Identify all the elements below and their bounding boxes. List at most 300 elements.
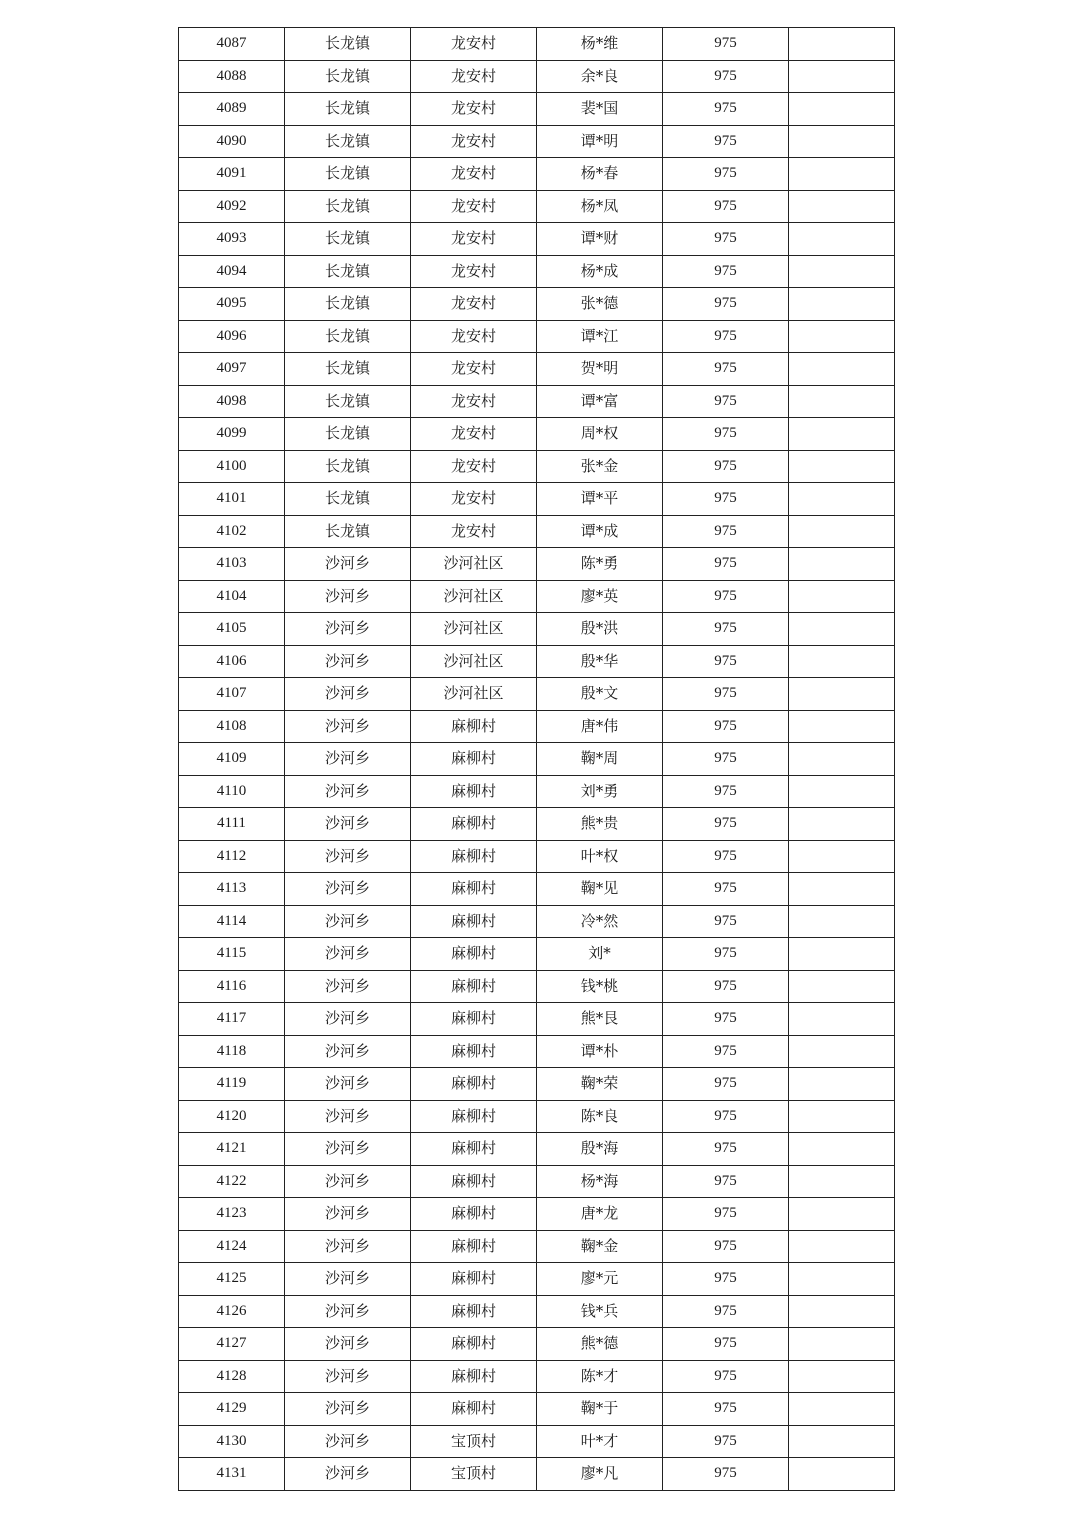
row-number-cell: 4110 <box>179 775 285 808</box>
row-number-cell: 4125 <box>179 1263 285 1296</box>
village-cell: 麻柳村 <box>411 1133 537 1166</box>
remark-cell <box>789 1035 895 1068</box>
row-number-cell: 4102 <box>179 515 285 548</box>
row-number-cell: 4116 <box>179 970 285 1003</box>
name-cell: 鞠*周 <box>537 743 663 776</box>
row-number-cell: 4108 <box>179 710 285 743</box>
township-cell: 沙河乡 <box>285 1263 411 1296</box>
village-cell: 龙安村 <box>411 28 537 61</box>
amount-cell: 975 <box>663 775 789 808</box>
amount-cell: 975 <box>663 1458 789 1491</box>
name-cell: 钱*桃 <box>537 970 663 1003</box>
row-number-cell: 4087 <box>179 28 285 61</box>
amount-cell: 975 <box>663 158 789 191</box>
amount-cell: 975 <box>663 1263 789 1296</box>
amount-cell: 975 <box>663 548 789 581</box>
remark-cell <box>789 1393 895 1426</box>
table-row <box>179 1295 895 1328</box>
remark-cell <box>789 678 895 711</box>
remark-cell <box>789 548 895 581</box>
table-body <box>179 28 895 1491</box>
table-row <box>179 60 895 93</box>
amount-cell: 975 <box>663 450 789 483</box>
row-number-cell: 4109 <box>179 743 285 776</box>
row-number-cell: 4129 <box>179 1393 285 1426</box>
remark-cell <box>789 320 895 353</box>
amount-cell: 975 <box>663 1100 789 1133</box>
township-cell: 长龙镇 <box>285 223 411 256</box>
amount-cell: 975 <box>663 418 789 451</box>
township-cell: 沙河乡 <box>285 743 411 776</box>
row-number-cell: 4107 <box>179 678 285 711</box>
remark-cell <box>789 905 895 938</box>
village-cell: 龙安村 <box>411 255 537 288</box>
village-cell: 龙安村 <box>411 60 537 93</box>
row-number-cell: 4120 <box>179 1100 285 1133</box>
remark-cell <box>789 873 895 906</box>
amount-cell: 975 <box>663 1198 789 1231</box>
name-cell: 殷*洪 <box>537 613 663 646</box>
township-cell: 沙河乡 <box>285 840 411 873</box>
township-cell: 沙河乡 <box>285 808 411 841</box>
row-number-cell: 4126 <box>179 1295 285 1328</box>
village-cell: 龙安村 <box>411 353 537 386</box>
township-cell: 沙河乡 <box>285 970 411 1003</box>
township-cell: 沙河乡 <box>285 873 411 906</box>
table-row <box>179 743 895 776</box>
table-row <box>179 1328 895 1361</box>
village-cell: 沙河社区 <box>411 613 537 646</box>
remark-cell <box>789 1328 895 1361</box>
amount-cell: 975 <box>663 288 789 321</box>
table-row <box>179 873 895 906</box>
amount-cell: 975 <box>663 645 789 678</box>
table-row <box>179 710 895 743</box>
remark-cell <box>789 28 895 61</box>
row-number-cell: 4089 <box>179 93 285 126</box>
township-cell: 沙河乡 <box>285 710 411 743</box>
remark-cell <box>789 60 895 93</box>
name-cell: 谭*富 <box>537 385 663 418</box>
row-number-cell: 4112 <box>179 840 285 873</box>
village-cell: 麻柳村 <box>411 1230 537 1263</box>
township-cell: 沙河乡 <box>285 678 411 711</box>
table-row <box>179 1425 895 1458</box>
table-row <box>179 970 895 1003</box>
name-cell: 鞠*见 <box>537 873 663 906</box>
table-row <box>179 1393 895 1426</box>
village-cell: 沙河社区 <box>411 580 537 613</box>
township-cell: 沙河乡 <box>285 1458 411 1491</box>
village-cell: 麻柳村 <box>411 1295 537 1328</box>
township-cell: 沙河乡 <box>285 645 411 678</box>
table-row <box>179 840 895 873</box>
table-row <box>179 938 895 971</box>
row-number-cell: 4099 <box>179 418 285 451</box>
village-cell: 麻柳村 <box>411 1100 537 1133</box>
village-cell: 龙安村 <box>411 515 537 548</box>
row-number-cell: 4097 <box>179 353 285 386</box>
name-cell: 周*权 <box>537 418 663 451</box>
remark-cell <box>789 645 895 678</box>
village-cell: 龙安村 <box>411 385 537 418</box>
remark-cell <box>789 710 895 743</box>
name-cell: 叶*才 <box>537 1425 663 1458</box>
table-row <box>179 158 895 191</box>
amount-cell: 975 <box>663 483 789 516</box>
remark-cell <box>789 418 895 451</box>
name-cell: 谭*朴 <box>537 1035 663 1068</box>
table-row <box>179 385 895 418</box>
remark-cell <box>789 223 895 256</box>
amount-cell: 975 <box>663 320 789 353</box>
village-cell: 麻柳村 <box>411 710 537 743</box>
table-row <box>179 1360 895 1393</box>
village-cell: 麻柳村 <box>411 1068 537 1101</box>
village-cell: 龙安村 <box>411 288 537 321</box>
amount-cell: 975 <box>663 743 789 776</box>
remark-cell <box>789 1068 895 1101</box>
township-cell: 沙河乡 <box>285 1295 411 1328</box>
row-number-cell: 4131 <box>179 1458 285 1491</box>
township-cell: 长龙镇 <box>285 28 411 61</box>
name-cell: 杨*维 <box>537 28 663 61</box>
name-cell: 张*德 <box>537 288 663 321</box>
name-cell: 谭*平 <box>537 483 663 516</box>
table-row <box>179 1198 895 1231</box>
township-cell: 长龙镇 <box>285 125 411 158</box>
amount-cell: 975 <box>663 678 789 711</box>
village-cell: 麻柳村 <box>411 1003 537 1036</box>
amount-cell: 975 <box>663 580 789 613</box>
remark-cell <box>789 938 895 971</box>
remark-cell <box>789 1133 895 1166</box>
remark-cell <box>789 288 895 321</box>
amount-cell: 975 <box>663 1425 789 1458</box>
village-cell: 龙安村 <box>411 125 537 158</box>
amount-cell: 975 <box>663 1328 789 1361</box>
name-cell: 熊*贵 <box>537 808 663 841</box>
row-number-cell: 4094 <box>179 255 285 288</box>
township-cell: 沙河乡 <box>285 1003 411 1036</box>
township-cell: 沙河乡 <box>285 1425 411 1458</box>
row-number-cell: 4101 <box>179 483 285 516</box>
township-cell: 长龙镇 <box>285 385 411 418</box>
village-cell: 麻柳村 <box>411 808 537 841</box>
table-row <box>179 1458 895 1491</box>
village-cell: 龙安村 <box>411 418 537 451</box>
amount-cell: 975 <box>663 1165 789 1198</box>
amount-cell: 975 <box>663 710 789 743</box>
remark-cell <box>789 158 895 191</box>
name-cell: 余*良 <box>537 60 663 93</box>
remark-cell <box>789 970 895 1003</box>
row-number-cell: 4095 <box>179 288 285 321</box>
data-table <box>178 27 895 1491</box>
table-row <box>179 515 895 548</box>
row-number-cell: 4113 <box>179 873 285 906</box>
village-cell: 麻柳村 <box>411 970 537 1003</box>
name-cell: 廖*英 <box>537 580 663 613</box>
village-cell: 麻柳村 <box>411 775 537 808</box>
name-cell: 杨*春 <box>537 158 663 191</box>
name-cell: 廖*凡 <box>537 1458 663 1491</box>
amount-cell: 975 <box>663 905 789 938</box>
amount-cell: 975 <box>663 353 789 386</box>
village-cell: 麻柳村 <box>411 938 537 971</box>
table-row <box>179 288 895 321</box>
row-number-cell: 4124 <box>179 1230 285 1263</box>
village-cell: 麻柳村 <box>411 1360 537 1393</box>
table-row <box>179 905 895 938</box>
name-cell: 熊*德 <box>537 1328 663 1361</box>
remark-cell <box>789 1360 895 1393</box>
township-cell: 沙河乡 <box>285 1100 411 1133</box>
row-number-cell: 4092 <box>179 190 285 223</box>
name-cell: 刘* <box>537 938 663 971</box>
amount-cell: 975 <box>663 385 789 418</box>
township-cell: 沙河乡 <box>285 1328 411 1361</box>
row-number-cell: 4123 <box>179 1198 285 1231</box>
table-row <box>179 125 895 158</box>
remark-cell <box>789 93 895 126</box>
township-cell: 长龙镇 <box>285 255 411 288</box>
township-cell: 长龙镇 <box>285 450 411 483</box>
village-cell: 麻柳村 <box>411 743 537 776</box>
township-cell: 长龙镇 <box>285 93 411 126</box>
township-cell: 长龙镇 <box>285 353 411 386</box>
name-cell: 谭*财 <box>537 223 663 256</box>
amount-cell: 975 <box>663 1133 789 1166</box>
name-cell: 鞠*荣 <box>537 1068 663 1101</box>
table-row <box>179 320 895 353</box>
township-cell: 沙河乡 <box>285 1360 411 1393</box>
row-number-cell: 4096 <box>179 320 285 353</box>
township-cell: 沙河乡 <box>285 905 411 938</box>
name-cell: 杨*海 <box>537 1165 663 1198</box>
name-cell: 鞠*金 <box>537 1230 663 1263</box>
row-number-cell: 4128 <box>179 1360 285 1393</box>
village-cell: 龙安村 <box>411 158 537 191</box>
remark-cell <box>789 775 895 808</box>
village-cell: 沙河社区 <box>411 548 537 581</box>
row-number-cell: 4118 <box>179 1035 285 1068</box>
name-cell: 鞠*于 <box>537 1393 663 1426</box>
name-cell: 叶*权 <box>537 840 663 873</box>
amount-cell: 975 <box>663 223 789 256</box>
village-cell: 麻柳村 <box>411 873 537 906</box>
table-row <box>179 1035 895 1068</box>
township-cell: 沙河乡 <box>285 1198 411 1231</box>
table-row <box>179 1100 895 1133</box>
table-row <box>179 775 895 808</box>
table-row <box>179 1230 895 1263</box>
name-cell: 谭*江 <box>537 320 663 353</box>
name-cell: 熊*艮 <box>537 1003 663 1036</box>
table-row <box>179 613 895 646</box>
amount-cell: 975 <box>663 1003 789 1036</box>
township-cell: 长龙镇 <box>285 483 411 516</box>
amount-cell: 975 <box>663 1360 789 1393</box>
amount-cell: 975 <box>663 93 789 126</box>
amount-cell: 975 <box>663 255 789 288</box>
remark-cell <box>789 808 895 841</box>
table-row <box>179 1263 895 1296</box>
amount-cell: 975 <box>663 1035 789 1068</box>
row-number-cell: 4121 <box>179 1133 285 1166</box>
row-number-cell: 4115 <box>179 938 285 971</box>
remark-cell <box>789 190 895 223</box>
village-cell: 龙安村 <box>411 93 537 126</box>
village-cell: 麻柳村 <box>411 1393 537 1426</box>
village-cell: 麻柳村 <box>411 1263 537 1296</box>
remark-cell <box>789 385 895 418</box>
township-cell: 沙河乡 <box>285 1035 411 1068</box>
village-cell: 麻柳村 <box>411 1198 537 1231</box>
row-number-cell: 4100 <box>179 450 285 483</box>
name-cell: 廖*元 <box>537 1263 663 1296</box>
table-row <box>179 418 895 451</box>
table-row <box>179 223 895 256</box>
table-row <box>179 1003 895 1036</box>
table-row <box>179 190 895 223</box>
township-cell: 沙河乡 <box>285 938 411 971</box>
table-row <box>179 580 895 613</box>
name-cell: 杨*凤 <box>537 190 663 223</box>
row-number-cell: 4106 <box>179 645 285 678</box>
township-cell: 长龙镇 <box>285 288 411 321</box>
remark-cell <box>789 1100 895 1133</box>
table-row <box>179 28 895 61</box>
remark-cell <box>789 613 895 646</box>
remark-cell <box>789 1003 895 1036</box>
row-number-cell: 4093 <box>179 223 285 256</box>
village-cell: 沙河社区 <box>411 678 537 711</box>
remark-cell <box>789 743 895 776</box>
amount-cell: 975 <box>663 970 789 1003</box>
township-cell: 沙河乡 <box>285 775 411 808</box>
remark-cell <box>789 1230 895 1263</box>
village-cell: 宝顶村 <box>411 1458 537 1491</box>
name-cell: 贺*明 <box>537 353 663 386</box>
name-cell: 杨*成 <box>537 255 663 288</box>
amount-cell: 975 <box>663 1230 789 1263</box>
village-cell: 龙安村 <box>411 320 537 353</box>
table-row <box>179 645 895 678</box>
remark-cell <box>789 1295 895 1328</box>
township-cell: 长龙镇 <box>285 190 411 223</box>
township-cell: 沙河乡 <box>285 1393 411 1426</box>
name-cell: 殷*文 <box>537 678 663 711</box>
remark-cell <box>789 840 895 873</box>
name-cell: 谭*明 <box>537 125 663 158</box>
remark-cell <box>789 1198 895 1231</box>
remark-cell <box>789 483 895 516</box>
table-row <box>179 255 895 288</box>
village-cell: 龙安村 <box>411 450 537 483</box>
township-cell: 沙河乡 <box>285 1068 411 1101</box>
remark-cell <box>789 1165 895 1198</box>
row-number-cell: 4111 <box>179 808 285 841</box>
amount-cell: 975 <box>663 938 789 971</box>
township-cell: 沙河乡 <box>285 1133 411 1166</box>
name-cell: 殷*海 <box>537 1133 663 1166</box>
remark-cell <box>789 125 895 158</box>
row-number-cell: 4127 <box>179 1328 285 1361</box>
village-cell: 麻柳村 <box>411 905 537 938</box>
remark-cell <box>789 515 895 548</box>
name-cell: 钱*兵 <box>537 1295 663 1328</box>
row-number-cell: 4114 <box>179 905 285 938</box>
village-cell: 宝顶村 <box>411 1425 537 1458</box>
row-number-cell: 4098 <box>179 385 285 418</box>
row-number-cell: 4091 <box>179 158 285 191</box>
row-number-cell: 4088 <box>179 60 285 93</box>
township-cell: 沙河乡 <box>285 580 411 613</box>
remark-cell <box>789 1425 895 1458</box>
row-number-cell: 4119 <box>179 1068 285 1101</box>
amount-cell: 975 <box>663 873 789 906</box>
amount-cell: 975 <box>663 840 789 873</box>
amount-cell: 975 <box>663 125 789 158</box>
remark-cell <box>789 353 895 386</box>
amount-cell: 975 <box>663 1295 789 1328</box>
name-cell: 冷*然 <box>537 905 663 938</box>
name-cell: 陈*勇 <box>537 548 663 581</box>
row-number-cell: 4103 <box>179 548 285 581</box>
township-cell: 沙河乡 <box>285 548 411 581</box>
remark-cell <box>789 1263 895 1296</box>
amount-cell: 975 <box>663 1068 789 1101</box>
township-cell: 沙河乡 <box>285 1230 411 1263</box>
amount-cell: 975 <box>663 613 789 646</box>
amount-cell: 975 <box>663 515 789 548</box>
row-number-cell: 4090 <box>179 125 285 158</box>
name-cell: 裴*国 <box>537 93 663 126</box>
table-row <box>179 483 895 516</box>
table-row <box>179 1133 895 1166</box>
remark-cell <box>789 255 895 288</box>
village-cell: 麻柳村 <box>411 1328 537 1361</box>
amount-cell: 975 <box>663 808 789 841</box>
township-cell: 长龙镇 <box>285 158 411 191</box>
name-cell: 陈*良 <box>537 1100 663 1133</box>
table-row <box>179 93 895 126</box>
row-number-cell: 4117 <box>179 1003 285 1036</box>
row-number-cell: 4130 <box>179 1425 285 1458</box>
township-cell: 沙河乡 <box>285 613 411 646</box>
amount-cell: 975 <box>663 190 789 223</box>
name-cell: 陈*才 <box>537 1360 663 1393</box>
row-number-cell: 4105 <box>179 613 285 646</box>
remark-cell <box>789 1458 895 1491</box>
village-cell: 龙安村 <box>411 223 537 256</box>
amount-cell: 975 <box>663 60 789 93</box>
township-cell: 长龙镇 <box>285 60 411 93</box>
row-number-cell: 4104 <box>179 580 285 613</box>
name-cell: 刘*勇 <box>537 775 663 808</box>
table-row <box>179 548 895 581</box>
village-cell: 麻柳村 <box>411 840 537 873</box>
township-cell: 沙河乡 <box>285 1165 411 1198</box>
amount-cell: 975 <box>663 28 789 61</box>
name-cell: 张*金 <box>537 450 663 483</box>
amount-cell: 975 <box>663 1393 789 1426</box>
name-cell: 唐*伟 <box>537 710 663 743</box>
village-cell: 龙安村 <box>411 483 537 516</box>
village-cell: 麻柳村 <box>411 1035 537 1068</box>
village-cell: 沙河社区 <box>411 645 537 678</box>
